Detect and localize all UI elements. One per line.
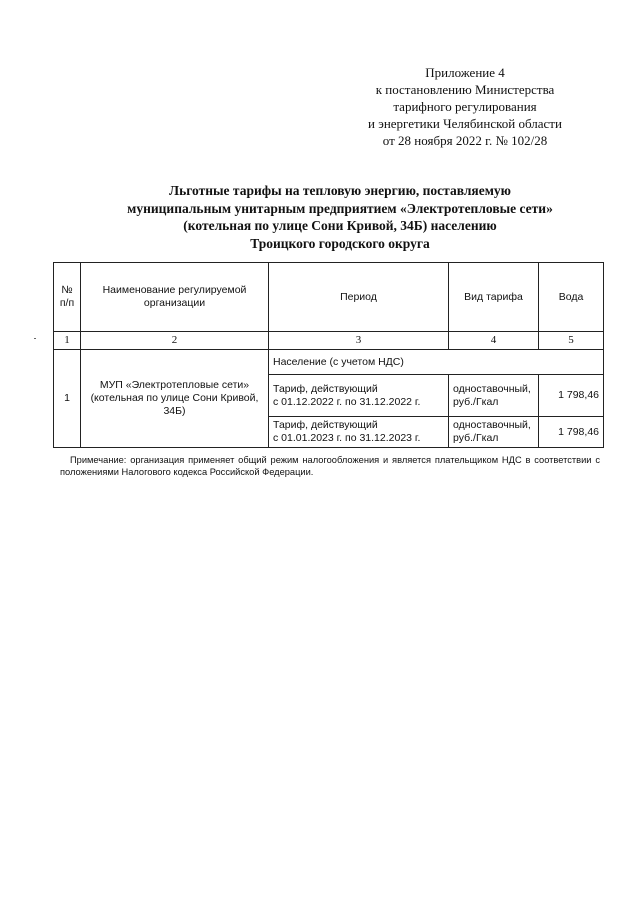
header-tariff-type: Вид тарифа <box>449 263 539 332</box>
appendix-line: тарифного регулирования <box>393 99 537 114</box>
tariff-type-line: одноставочный, <box>453 419 531 431</box>
title-line: муниципальным унитарным предприятием «Электротепловые сети» <box>127 200 553 216</box>
column-number-row <box>54 332 604 350</box>
tariff-unit: руб./Гкал <box>453 432 499 444</box>
water-value: 1 798,46 <box>539 375 604 417</box>
appendix-block <box>340 64 590 149</box>
period-dates: с 01.12.2022 г. по 31.12.2022 г. <box>273 395 421 408</box>
title-line: Троицкого городского округа <box>250 235 430 251</box>
column-number: 4 <box>449 332 539 350</box>
period-line: Тариф, действующий <box>273 419 378 431</box>
footnote: Примечание: организация применяет общий режим налогообложения и является плательщиком НДС в соответствии с положениями Налогового кодекса Российской Федерации. <box>60 455 600 477</box>
period-dates: с 01.01.2023 г. по 31.12.2023 г. <box>273 432 421 444</box>
scan-mark <box>34 338 36 339</box>
header-num: № п/п <box>54 263 81 332</box>
tariff-type-line: одноставочный, <box>453 382 531 395</box>
tariff-unit: руб./Гкал <box>453 395 499 408</box>
table-header-row <box>54 263 604 332</box>
period-cell <box>269 375 449 417</box>
row-num: 1 <box>54 350 81 448</box>
tariff-type-cell <box>449 417 539 448</box>
row-org: МУП «Электротепловые сети» (котельная по улице Сони Кривой, 34Б) <box>81 350 269 448</box>
tariff-table <box>53 262 604 448</box>
column-number: 2 <box>81 332 269 350</box>
appendix-line: от 28 ноября 2022 г. № 102/28 <box>382 133 548 148</box>
header-org: Наименование регулируемой организации <box>81 263 269 332</box>
appendix-line: и энергетики Челябинской области <box>368 116 562 131</box>
period-cell <box>269 417 449 448</box>
column-number: 3 <box>269 332 449 350</box>
header-period: Период <box>269 263 449 332</box>
appendix-line: к постановлению Министерства <box>375 82 555 97</box>
appendix-line: Приложение 4 <box>425 65 505 80</box>
table-row <box>54 350 604 375</box>
water-value: 1 798,46 <box>539 417 604 448</box>
title-line: Льготные тарифы на тепловую энергию, поставляемую <box>169 183 511 198</box>
document-title <box>40 182 640 252</box>
tariff-type-cell <box>449 375 539 417</box>
row-group-label: Население (с учетом НДС) <box>269 350 604 375</box>
column-number: 5 <box>539 332 604 350</box>
period-line: Тариф, действующий <box>273 382 378 395</box>
title-line: (котельная по улице Сони Кривой, 34Б) населению <box>183 218 497 233</box>
column-number: 1 <box>54 332 81 350</box>
header-water: Вода <box>539 263 604 332</box>
